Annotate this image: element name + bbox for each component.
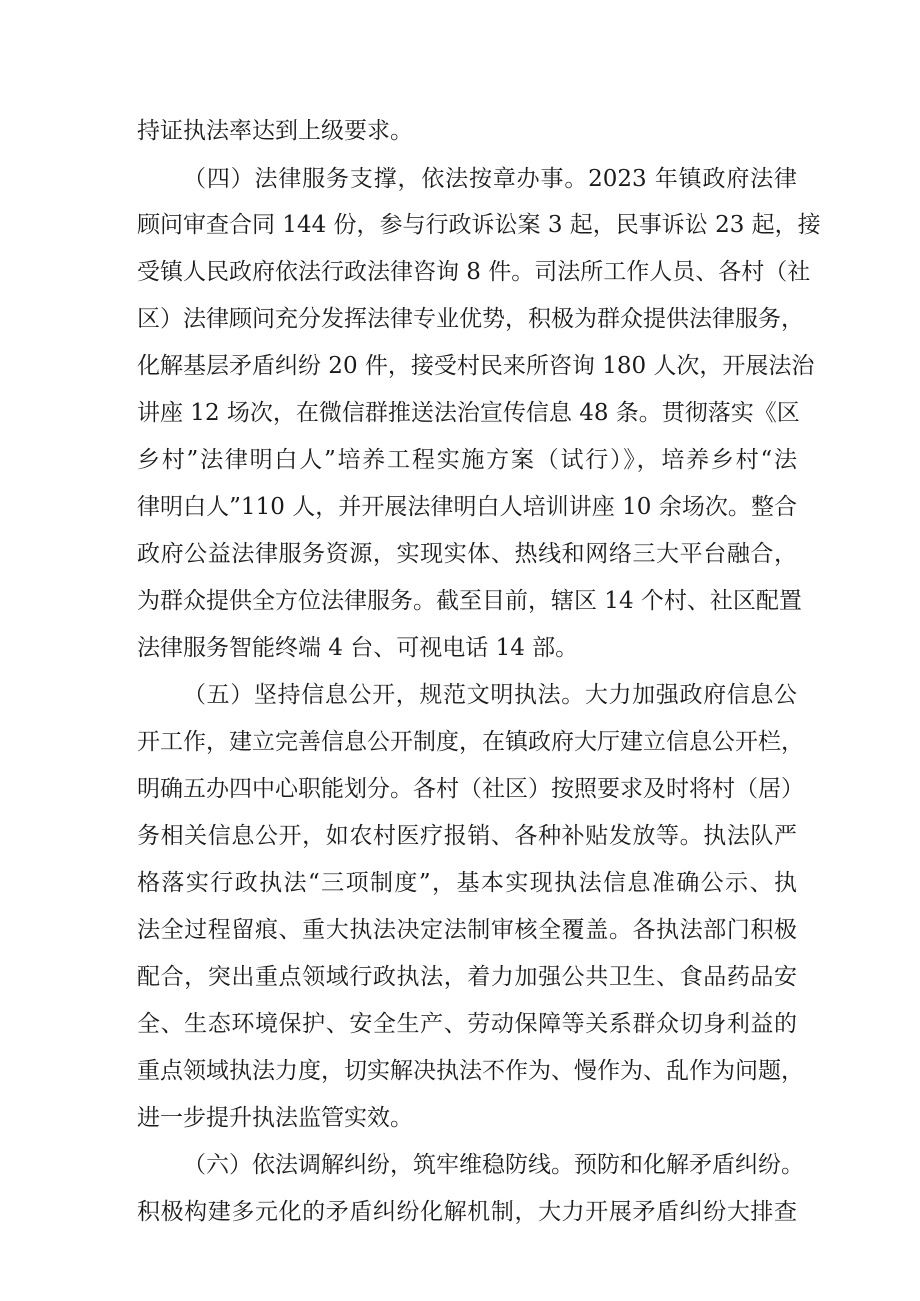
text-line: 配合，突出重点领域行政执法，着力加强公共卫生、食品药品安 <box>137 964 797 990</box>
text-line: 政府公益法律服务资源，实现实体、热线和网络三大平台融合， <box>137 541 797 567</box>
text-line: 积极构建多元化的矛盾纠纷化解机制，大力开展矛盾纠纷大排查 <box>137 1199 797 1225</box>
text-line: 化解基层矛盾纠纷 20 件，接受村民来所咨询 180 人次，开展法治 <box>137 353 815 379</box>
text-line: 持证执法率达到上级要求。 <box>137 118 413 144</box>
text-line: 明确五办四中心职能划分。各村（社区）按照要求及时将村（居） <box>137 776 804 802</box>
text-line: 区）法律顾问充分发挥法律专业优势，积极为群众提供法律服务， <box>137 306 804 332</box>
text-line: 全、生态环境保护、安全生产、劳动保障等关系群众切身利益的 <box>137 1011 797 1037</box>
section-heading-line: （四）法律服务支撑，依法按章办事。2023 年镇政府法律 <box>183 166 797 192</box>
text-line: 乡村”法律明白人”培养工程实施方案（试行）》，培养乡村“法 <box>137 447 797 473</box>
text-line: 务相关信息公开，如农村医疗报销、各种补贴发放等。执法队严 <box>137 823 797 849</box>
text-line: 讲座 12 场次，在微信群推送法治宣传信息 48 条。贯彻落实《区 <box>137 400 800 426</box>
text-line: 受镇人民政府依法行政法律咨询 8 件。司法所工作人员、各村（社 <box>137 259 811 285</box>
text-line: 重点领域执法力度，切实解决执法不作为、慢作为、乱作为问题， <box>137 1058 804 1084</box>
text-line: 顾问审查合同 144 份，参与行政诉讼案 3 起，民事诉讼 23 起，接 <box>137 212 821 238</box>
text-line: 开工作，建立完善信息公开制度，在镇政府大厅建立信息公开栏， <box>137 729 804 755</box>
text-line: 律明白人”110 人，并开展法律明白人培训讲座 10 余场次。整合 <box>137 494 797 520</box>
section-heading-line: （五）坚持信息公开，规范文明执法。大力加强政府信息公 <box>183 682 797 708</box>
text-line: 法律服务智能终端 4 台、可视电话 14 部。 <box>137 635 579 661</box>
section-heading-line: （六）依法调解纠纷，筑牢维稳防线。预防和化解矛盾纠纷。 <box>183 1152 804 1178</box>
text-line: 为群众提供全方位法律服务。截至目前，辖区 14 个村、社区配置 <box>137 588 802 614</box>
text-line: 格落实行政执法“三项制度”，基本实现执法信息准确公示、执 <box>137 870 797 896</box>
text-line: 法全过程留痕、重大执法决定法制审核全覆盖。各执法部门积极 <box>137 917 797 943</box>
text-line: 进一步提升执法监管实效。 <box>137 1105 413 1131</box>
